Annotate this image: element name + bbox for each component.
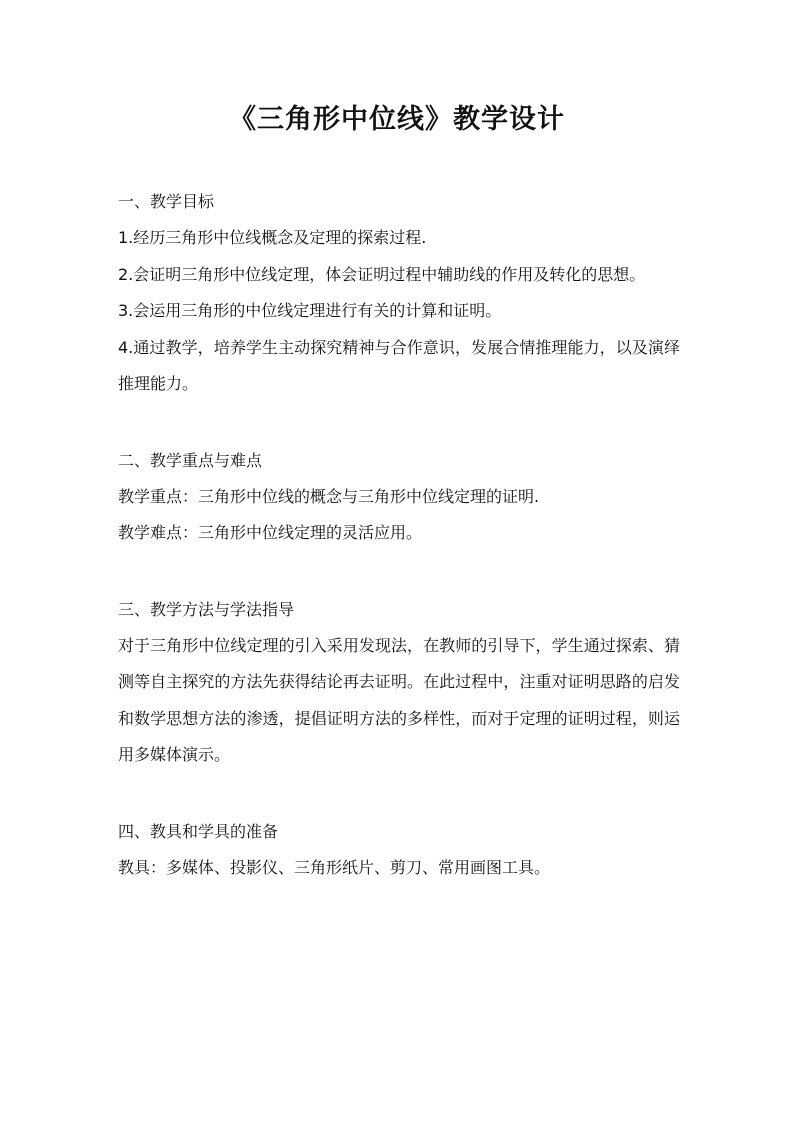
section-heading: 四、教具和学具的准备 [118,821,279,841]
objective-paragraph: 1.经历三角形中位线概念及定理的探索过程. [118,228,427,247]
difficult-point-paragraph: 教学难点：三角形中位线定理的灵活应用。 [118,523,423,542]
objective-paragraph: 2.会证明三角形中位线定理，体会证明过程中辅助线的作用及转化的思想。 [118,264,646,284]
section-heading: 二、教学重点与难点 [118,450,263,470]
objective-paragraph: 4.通过教学，培养学生主动探究精神与合作意识，发展合情推理能力，以及演绎推理能力。 [118,337,680,393]
tools-paragraph: 教具：多媒体、投影仪、三角形纸片、剪刀、常用画图工具。 [118,857,551,877]
section-teaching-objectives [118,184,680,403]
key-point-paragraph: 教学重点：三角形中位线的概念与三角形中位线定理的证明. [118,486,540,506]
method-paragraph: 对于三角形中位线定理的引入采用发现法，在教师的引导下，学生通过探索、猜测等自主探究的方法先获得结论再去证明。在此过程中，注重对证明思路的启发和数学思想方法的渗透，提倡证明方法的多样性，而对于定理的证明过程，则运用多媒体演示。 [118,635,680,764]
section-teaching-tools [118,814,680,887]
document-title: 《三角形中位线》教学设计 [229,104,565,135]
objective-paragraph: 3.会运用三角形的中位线定理进行有关的计算和证明。 [118,301,502,320]
section-heading: 一、教学目标 [118,192,215,211]
section-teaching-methods [118,592,680,774]
document-body [118,184,680,926]
section-heading: 三、教学方法与学法指导 [118,599,295,619]
section-key-and-difficult-points [118,443,680,552]
